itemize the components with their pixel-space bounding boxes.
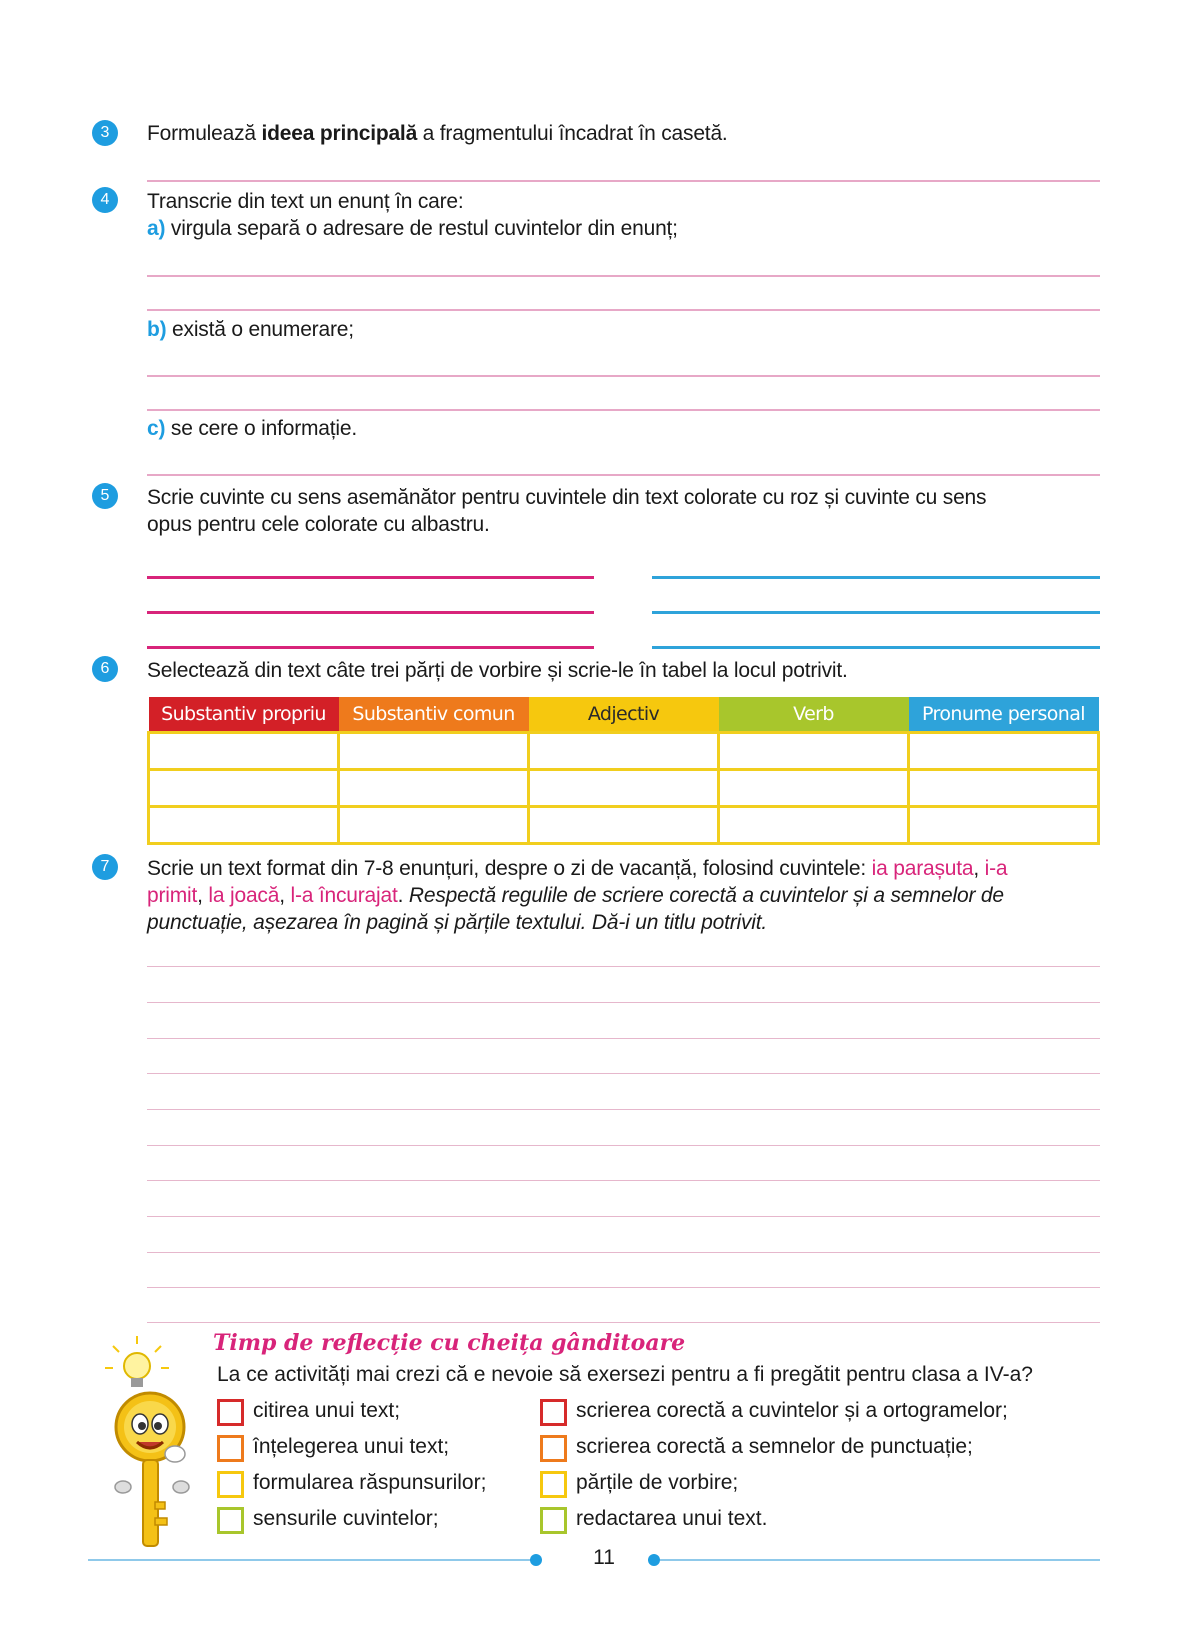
- question-7-line-3: punctuație, așezarea în pagină și părțile textului. Dă-i un titlu potrivit.: [147, 911, 768, 934]
- checkbox-label: redactarea unui text.: [576, 1507, 768, 1530]
- q7-word: i-a: [984, 857, 1008, 880]
- table-cell[interactable]: [149, 770, 339, 807]
- table-cell[interactable]: [529, 807, 719, 844]
- table-cell[interactable]: [149, 807, 339, 844]
- table-row: [149, 807, 1099, 844]
- q7-word: primit: [147, 884, 198, 907]
- answer-line[interactable]: [147, 309, 1100, 311]
- table-cell[interactable]: [339, 733, 529, 770]
- checkbox-label: înțelegerea unui text;: [253, 1435, 450, 1458]
- answer-line[interactable]: [147, 474, 1100, 476]
- checkbox[interactable]: [540, 1507, 567, 1534]
- answer-line[interactable]: [147, 275, 1100, 277]
- checkbox-label: părțile de vorbire;: [576, 1471, 739, 1494]
- checkbox[interactable]: [217, 1399, 244, 1426]
- footer-divider-left: [88, 1559, 538, 1561]
- writing-line[interactable]: [147, 1252, 1100, 1253]
- q7-word: la joacă: [208, 884, 280, 907]
- subpoint-c-label: c): [147, 417, 166, 440]
- question-4-intro: Transcrie din text un enunț în care:: [147, 190, 464, 213]
- checkbox-label: formularea răspunsurilor;: [253, 1471, 487, 1494]
- footer-divider-right: [660, 1559, 1100, 1561]
- writing-line[interactable]: [147, 1038, 1100, 1039]
- antonym-answer-line[interactable]: [652, 611, 1100, 614]
- parts-of-speech-table: [147, 697, 1100, 845]
- table-row: [149, 770, 1099, 807]
- checkbox[interactable]: [540, 1435, 567, 1462]
- checkbox-label: scrierea corectă a cuvintelor și a ortogramelor;: [576, 1399, 1008, 1422]
- question-3-suffix: a fragmentului încadrat în casetă.: [417, 122, 728, 145]
- question-4-a: [147, 215, 678, 242]
- writing-line[interactable]: [147, 1002, 1100, 1003]
- subpoint-a-text: virgula separă o adresare de restul cuvintelor din enunț;: [165, 217, 678, 240]
- question-7-line-1: [147, 855, 1007, 882]
- checkbox[interactable]: [217, 1507, 244, 1534]
- reflection-question: La ce activități mai crezi că e nevoie să exersezi pentru a fi pregătit pentru clasa a IV-a?: [217, 1363, 1033, 1386]
- column-header-personal-pronoun: Pronume personal: [909, 697, 1099, 733]
- checkbox-label: scrierea corectă a semnelor de punctuație;: [576, 1435, 973, 1458]
- column-header-adjective: Adjectiv: [529, 697, 719, 733]
- subpoint-c-text: se cere o informație.: [165, 417, 357, 440]
- question-number-5: 5: [92, 483, 118, 509]
- antonym-answer-line[interactable]: [652, 576, 1100, 579]
- q7-comma: ,: [973, 857, 985, 880]
- checkbox[interactable]: [217, 1471, 244, 1498]
- table-cell[interactable]: [909, 733, 1099, 770]
- question-5-line-1: Scrie cuvinte cu sens asemănător pentru cuvintele din text colorate cu roz și cuvinte cu sens: [147, 486, 987, 509]
- subpoint-b-text: există o enumerare;: [166, 318, 354, 341]
- writing-line[interactable]: [147, 1322, 1100, 1323]
- q7-period: .: [397, 884, 409, 907]
- writing-line[interactable]: [147, 1287, 1100, 1288]
- question-6-text: Selectează din text câte trei părți de vorbire și scrie-le în tabel la locul potrivit.: [147, 659, 848, 682]
- answer-line[interactable]: [147, 180, 1100, 182]
- q7-word: ia parașuta: [871, 857, 974, 880]
- writing-line[interactable]: [147, 966, 1100, 967]
- table-cell[interactable]: [909, 807, 1099, 844]
- footer-dot-left: [530, 1554, 542, 1566]
- question-number-7: 7: [92, 854, 118, 880]
- table-cell[interactable]: [529, 733, 719, 770]
- column-header-common-noun: Substantiv comun: [339, 697, 529, 733]
- table-cell[interactable]: [719, 807, 909, 844]
- subpoint-a-label: a): [147, 217, 166, 240]
- question-5-line-2: opus pentru cele colorate cu albastru.: [147, 513, 490, 536]
- question-3-prefix: Formulează: [147, 122, 262, 145]
- writing-line[interactable]: [147, 1109, 1100, 1110]
- subpoint-b-label: b): [147, 318, 167, 341]
- answer-line[interactable]: [147, 375, 1100, 377]
- table-cell[interactable]: [339, 770, 529, 807]
- table-cell[interactable]: [339, 807, 529, 844]
- checkbox[interactable]: [540, 1471, 567, 1498]
- footer-dot-right: [648, 1554, 660, 1566]
- answer-line[interactable]: [147, 409, 1100, 411]
- writing-line[interactable]: [147, 1073, 1100, 1074]
- q7-word: l-a încurajat: [290, 884, 398, 907]
- table-row: [149, 733, 1099, 770]
- page-number: 11: [593, 1546, 615, 1569]
- question-number-4: 4: [92, 187, 118, 213]
- writing-line[interactable]: [147, 1216, 1100, 1217]
- table-cell[interactable]: [719, 770, 909, 807]
- q7-instruction: Respectă regulile de scriere corectă a cuvintelor și a semnelor de: [408, 884, 1004, 907]
- checkbox-label: sensurile cuvintelor;: [253, 1507, 439, 1530]
- question-4-c: [147, 415, 357, 442]
- column-header-proper-noun: Substantiv propriu: [149, 697, 339, 733]
- writing-line[interactable]: [147, 1180, 1100, 1181]
- synonym-answer-line[interactable]: [147, 646, 594, 649]
- synonym-answer-line[interactable]: [147, 611, 594, 614]
- column-header-verb: Verb: [719, 697, 909, 733]
- question-number-6: 6: [92, 656, 118, 682]
- checkbox[interactable]: [540, 1399, 567, 1426]
- table-cell[interactable]: [909, 770, 1099, 807]
- synonym-answer-line[interactable]: [147, 576, 594, 579]
- question-3-bold: ideea principală: [261, 122, 418, 145]
- q7-text: Scrie un text format din 7-8 enunțuri, despre o zi de vacanță, folosind cuvintele:: [147, 857, 872, 880]
- q7-comma: ,: [197, 884, 209, 907]
- table-cell[interactable]: [529, 770, 719, 807]
- antonym-answer-line[interactable]: [652, 646, 1100, 649]
- writing-line[interactable]: [147, 1145, 1100, 1146]
- checkbox[interactable]: [217, 1435, 244, 1462]
- q7-comma: ,: [279, 884, 291, 907]
- question-number-3: 3: [92, 120, 118, 146]
- thinking-key-mascot-icon: [95, 1332, 195, 1554]
- question-7-line-2: [147, 882, 1004, 909]
- question-3-text: [147, 120, 728, 147]
- table-cell[interactable]: [719, 733, 909, 770]
- question-4-b: [147, 316, 354, 343]
- table-cell[interactable]: [149, 733, 339, 770]
- light-bulb-icon: [105, 1336, 169, 1387]
- reflection-title: Timp de reflecție cu cheița gânditoare: [213, 1330, 686, 1356]
- checkbox-label: citirea unui text;: [253, 1399, 401, 1422]
